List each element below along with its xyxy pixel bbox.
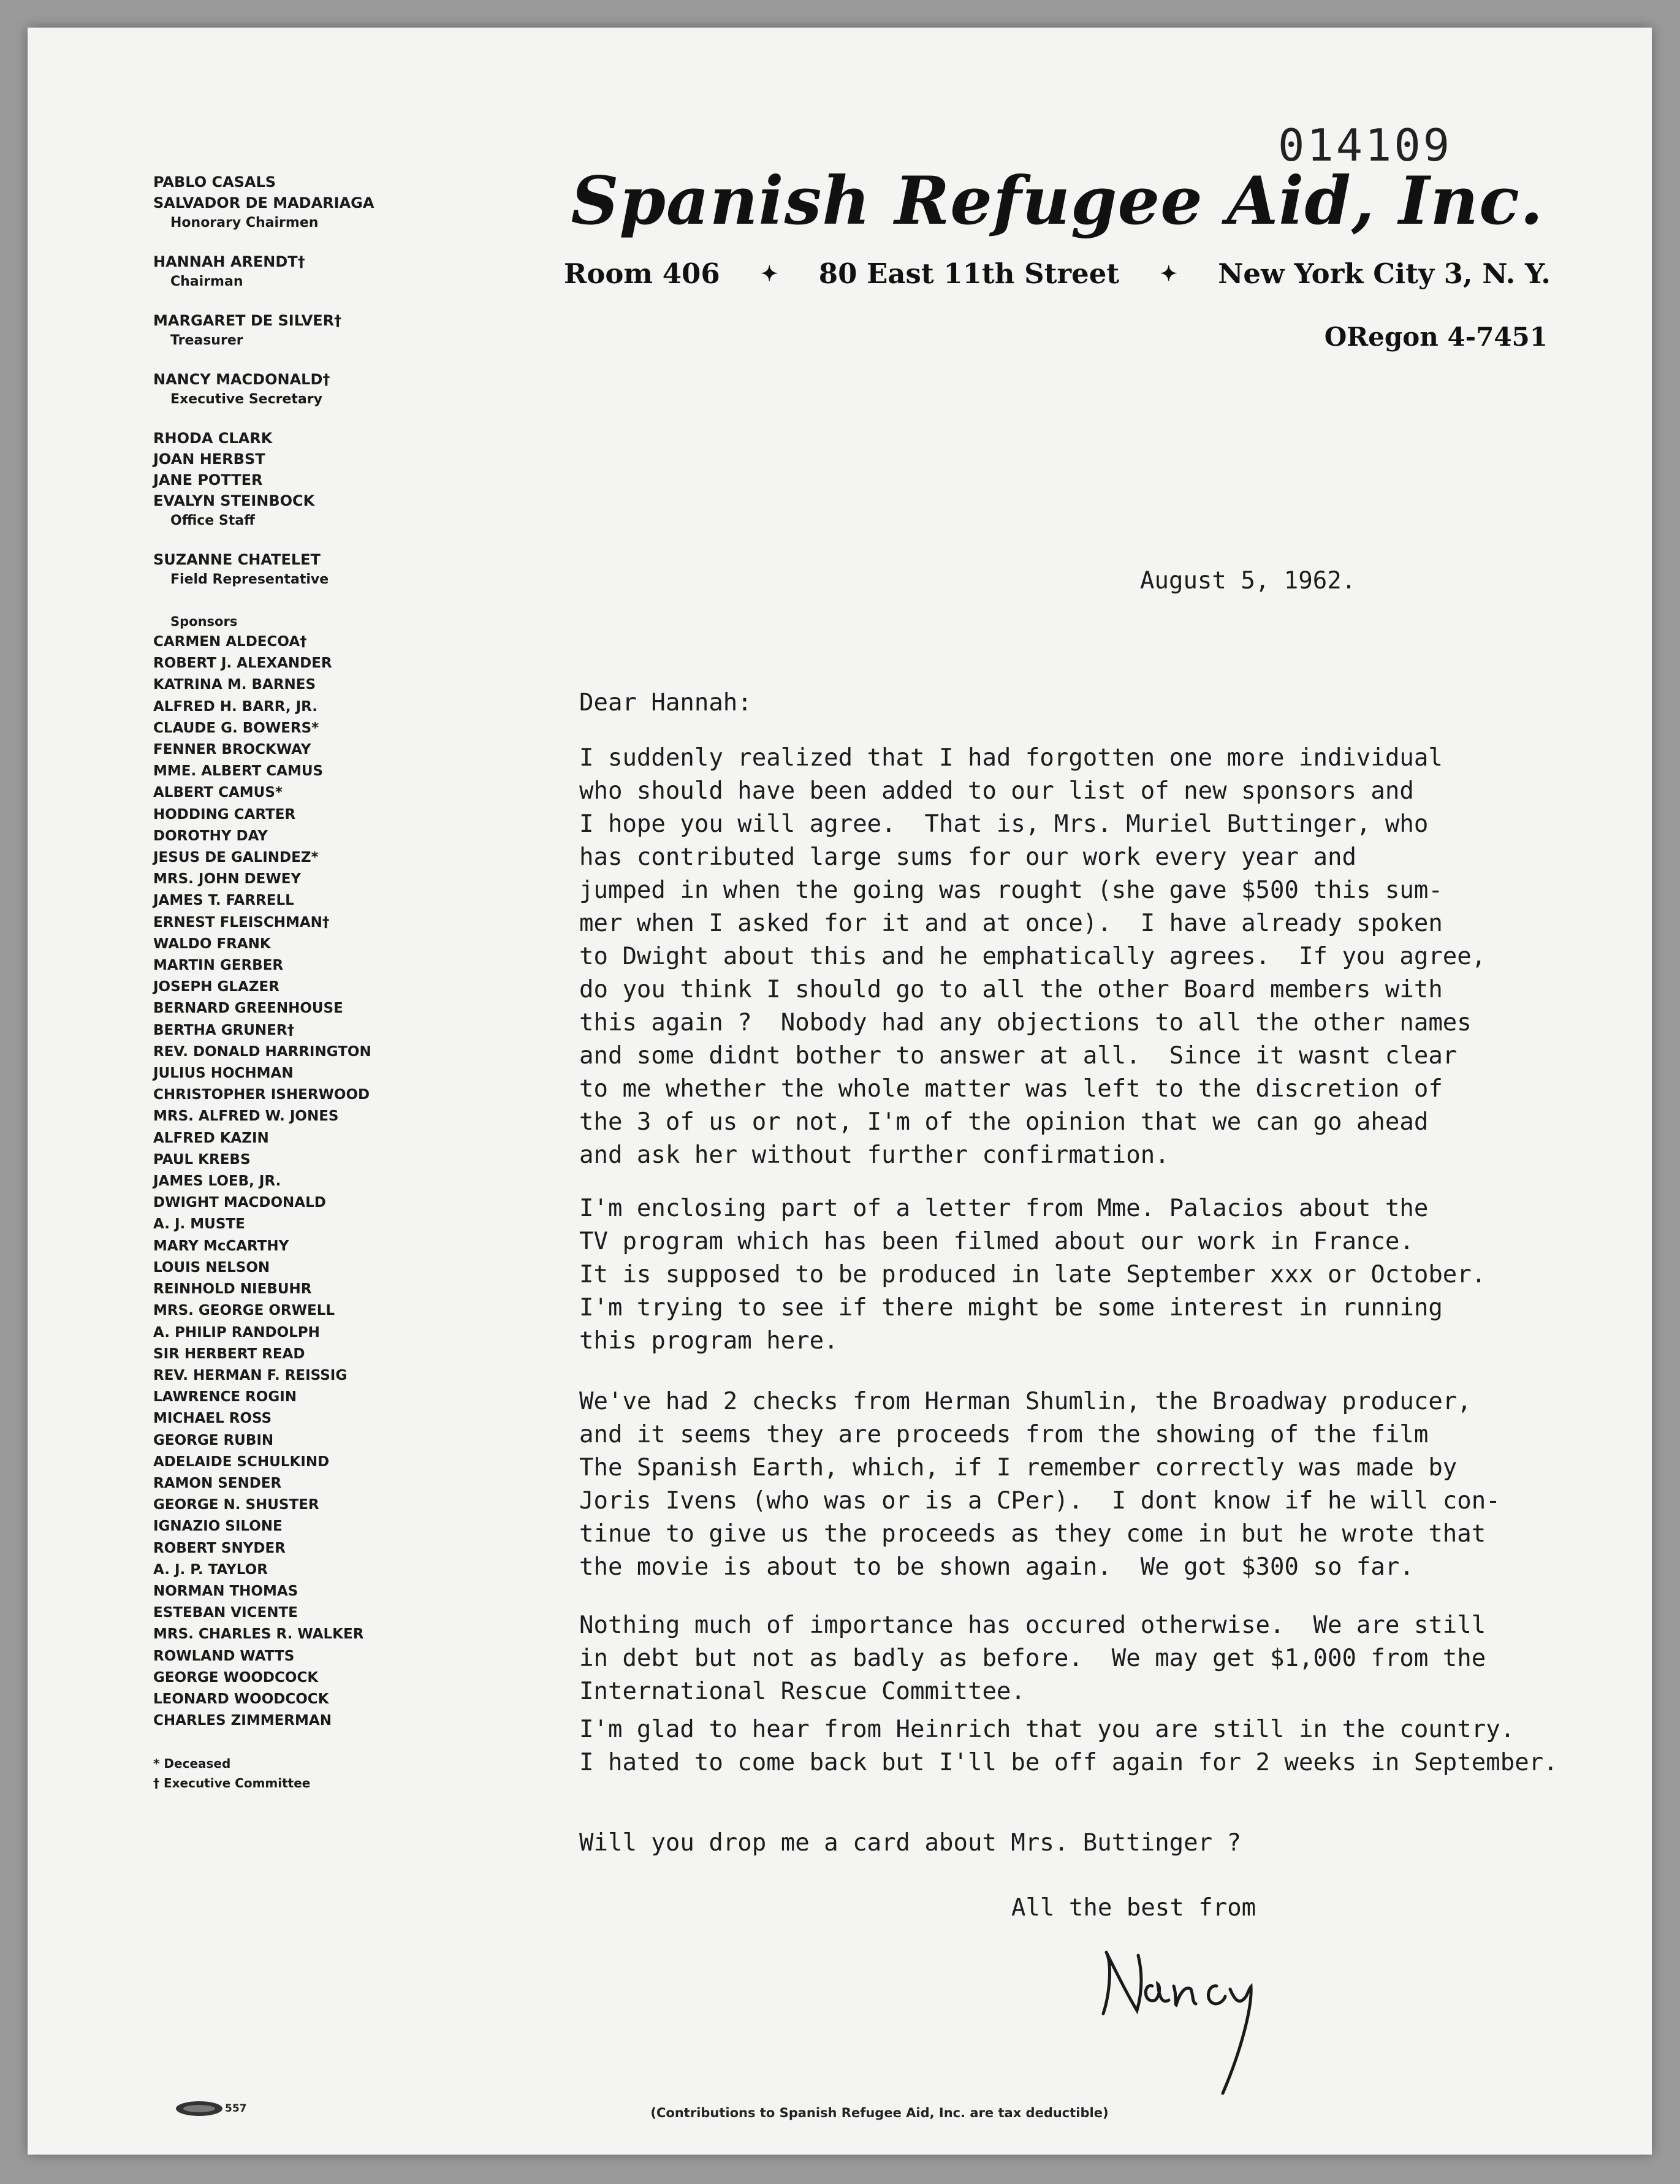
sponsor-name: JAMES LOEB, JR.	[153, 1173, 281, 1190]
letterhead-address	[564, 257, 1551, 290]
sponsor-name: A. J. P. TAYLOR	[153, 1561, 268, 1578]
sponsor-name: REV. DONALD HARRINGTON	[153, 1043, 371, 1060]
sponsor-name: KATRINA M. BARNES	[153, 677, 316, 693]
sponsor-name: PAUL KREBS	[153, 1151, 251, 1168]
union-label-icon	[175, 2099, 224, 2118]
sponsor-name: BERNARD GREENHOUSE	[153, 1000, 343, 1017]
legend	[153, 1754, 435, 1793]
officer-name: EVALYN STEINBOCK	[153, 492, 315, 509]
officer-name: RHODA CLARK	[153, 430, 273, 447]
sponsors-list	[153, 631, 435, 1732]
sponsor-name: MRS. ALFRED W. JONES	[153, 1108, 339, 1125]
salutation: Dear Hannah:	[579, 689, 752, 717]
paragraph-3: We've had 2 checks from Herman Shumlin, the Broadway producer, and it seems they are proceeds from the showing of the film The Spanish Earth, which, if I remember correctly was made by Joris Ivens (who was or is a CPer). I dont know if he will con- tinue to give us the proceeds as they come in but he wrote that the movie is about to be shown again. We got $300 so far.	[579, 1388, 1500, 1581]
officer-name: MARGARET DE SILVER†	[153, 312, 342, 329]
officer-group	[153, 172, 435, 233]
paragraph-2: I'm enclosing part of a letter from Mme. Palacios about the TV program which has been filmed about our work in France. It is supposed to be produced in late September xxx or October. I'm trying to see if there might be some interest in running this program here.	[579, 1195, 1486, 1355]
paragraph-6: Will you drop me a card about Mrs. Buttinger ?	[579, 1829, 1242, 1857]
sponsor-name: GEORGE N. SHUSTER	[153, 1497, 319, 1513]
officer-name: HANNAH ARENDT†	[153, 253, 305, 270]
footer-note: (Contributions to Spanish Refugee Aid, Inc. are tax deductible)	[650, 2106, 1109, 2120]
sponsor-name: ROBERT J. ALEXANDER	[153, 655, 332, 672]
sponsor-name: NORMAN THOMAS	[153, 1583, 298, 1599]
sponsor-name: BERTHA GRUNER†	[153, 1022, 295, 1038]
sponsor-name: CHRISTOPHER ISHERWOOD	[153, 1087, 370, 1103]
officer-name: PABLO CASALS	[153, 173, 276, 191]
sponsor-name: ALFRED KAZIN	[153, 1130, 269, 1146]
sponsor-name: CLAUDE G. BOWERS*	[153, 720, 319, 736]
separator-icon: ✦	[760, 261, 778, 286]
sponsor-name: CHARLES ZIMMERMAN	[153, 1713, 332, 1729]
sponsor-name: LEONARD WOODCOCK	[153, 1691, 329, 1707]
paragraph-5: I'm glad to hear from Heinrich that you are still in the country. I hated to come back but I'll be off again for 2 weeks in September.	[579, 1716, 1558, 1776]
letter-date: August 5, 1962.	[1140, 567, 1356, 595]
sponsor-name: GEORGE WOODCOCK	[153, 1669, 319, 1686]
sponsor-name: ALFRED H. BARR, JR.	[153, 698, 318, 715]
officer-role: Treasurer	[170, 333, 243, 348]
officer-group	[153, 549, 435, 590]
sponsor-name: JOSEPH GLAZER	[153, 979, 279, 995]
sponsor-name: MARTIN GERBER	[153, 957, 284, 974]
sponsor-name: CARMEN ALDECOA†	[153, 634, 307, 650]
officer-name: NANCY MACDONALD†	[153, 371, 330, 388]
sponsor-name: JESUS DE GALINDEZ*	[153, 850, 319, 866]
sponsor-name: MRS. CHARLES R. WALKER	[153, 1626, 364, 1643]
officer-name: SALVADOR DE MADARIAGA	[153, 194, 374, 211]
sponsor-name: FENNER BROCKWAY	[153, 742, 311, 758]
union-bug	[175, 2099, 247, 2118]
address-room: Room 406	[564, 257, 720, 290]
officer-group	[153, 251, 435, 292]
officers-sidebar	[153, 172, 435, 1793]
paragraph-1: I suddenly realized that I had forgotten one more individual who should have been added to our list of new sponsors and I hope you will agree. That is, Mrs. Muriel Buttinger, who has contributed large sums for our work every year and jumped in when the going was rought (she gave $500 this sum- mer when I asked for it and at once). I have already spoken to Dwight about this and he emphatically agrees. If you agree, do you think I should go to all the other Board members with this again ? Nobody had any objections to all the other names and some didnt bother to answer at all. Since it wasnt clear to me whether the whole matter was left to the discretion of the 3 of us or not, I'm of the opinion that we can go ahead and ask her without further confirmation.	[579, 744, 1486, 1169]
sponsor-name: DOROTHY DAY	[153, 828, 268, 844]
letter-page	[28, 28, 1652, 2155]
officers-list	[153, 172, 435, 590]
officer-name: JOAN HERBST	[153, 451, 265, 468]
union-number: 557	[225, 2102, 247, 2115]
legend-executive: † Executive Committee	[153, 1776, 311, 1791]
sponsor-name: GEORGE RUBIN	[153, 1432, 274, 1448]
officer-group	[153, 369, 435, 409]
sponsor-name: LOUIS NELSON	[153, 1259, 270, 1276]
sponsor-name: MARY McCARTHY	[153, 1238, 289, 1254]
sponsor-name: LAWRENCE ROGIN	[153, 1389, 297, 1406]
officer-role: Honorary Chairmen	[170, 215, 319, 230]
address-street: 80 East 11th Street	[818, 257, 1120, 290]
sponsor-name: WALDO FRANK	[153, 935, 271, 952]
sponsor-name: MICHAEL ROSS	[153, 1410, 272, 1427]
signature	[1094, 1928, 1296, 2099]
sponsor-name: HODDING CARTER	[153, 806, 296, 823]
sponsor-name: A. PHILIP RANDOLPH	[153, 1324, 320, 1341]
address-city: New York City 3, N. Y.	[1218, 257, 1551, 290]
sponsor-name: REV. HERMAN F. REISSIG	[153, 1367, 348, 1383]
sponsor-name: ADELAIDE SCHULKIND	[153, 1453, 330, 1470]
sponsor-name: RAMON SENDER	[153, 1475, 282, 1491]
officer-group	[153, 310, 435, 351]
officer-role: Field Representative	[170, 572, 329, 587]
officer-name: JANE POTTER	[153, 471, 263, 489]
paragraph-4: Nothing much of importance has occured otherwise. We are still in debt but not as badly as before. We may get $1,000 from the International Rescue Committee.	[579, 1611, 1486, 1705]
sponsor-name: ROWLAND WATTS	[153, 1648, 295, 1664]
phone-number: ORegon 4-7451	[1324, 322, 1548, 352]
officer-role: Chairman	[170, 274, 243, 289]
sponsor-name: ALBERT CAMUS*	[153, 785, 283, 801]
closing: All the best from	[1011, 1894, 1256, 1922]
sponsor-name: MRS. JOHN DEWEY	[153, 871, 302, 888]
sponsor-name: SIR HERBERT READ	[153, 1345, 305, 1362]
sponsor-name: DWIGHT MACDONALD	[153, 1195, 326, 1211]
officer-name: SUZANNE CHATELET	[153, 551, 321, 568]
sponsor-name: ROBERT SNYDER	[153, 1540, 286, 1556]
sponsors-label: Sponsors	[170, 614, 238, 629]
org-name: Spanish Refugee Aid, Inc.	[571, 162, 1544, 240]
legend-deceased: * Deceased	[153, 1756, 231, 1771]
officer-role: Office Staff	[170, 513, 255, 528]
document-number: 014109	[1278, 120, 1453, 171]
sponsor-name: ESTEBAN VICENTE	[153, 1605, 298, 1621]
officer-group	[153, 428, 435, 531]
sponsor-name: MRS. GEORGE ORWELL	[153, 1303, 335, 1319]
sponsor-name: JAMES T. FARRELL	[153, 892, 294, 909]
sponsor-name: ERNEST FLEISCHMAN†	[153, 914, 330, 930]
sponsor-name: MME. ALBERT CAMUS	[153, 763, 324, 780]
sponsor-name: REINHOLD NIEBUHR	[153, 1281, 312, 1298]
officer-role: Executive Secretary	[170, 392, 322, 407]
sponsor-name: IGNAZIO SILONE	[153, 1518, 283, 1535]
separator-icon: ✦	[1160, 261, 1177, 286]
sponsor-name: A. J. MUSTE	[153, 1216, 245, 1233]
sponsor-name: JULIUS HOCHMAN	[153, 1065, 294, 1082]
